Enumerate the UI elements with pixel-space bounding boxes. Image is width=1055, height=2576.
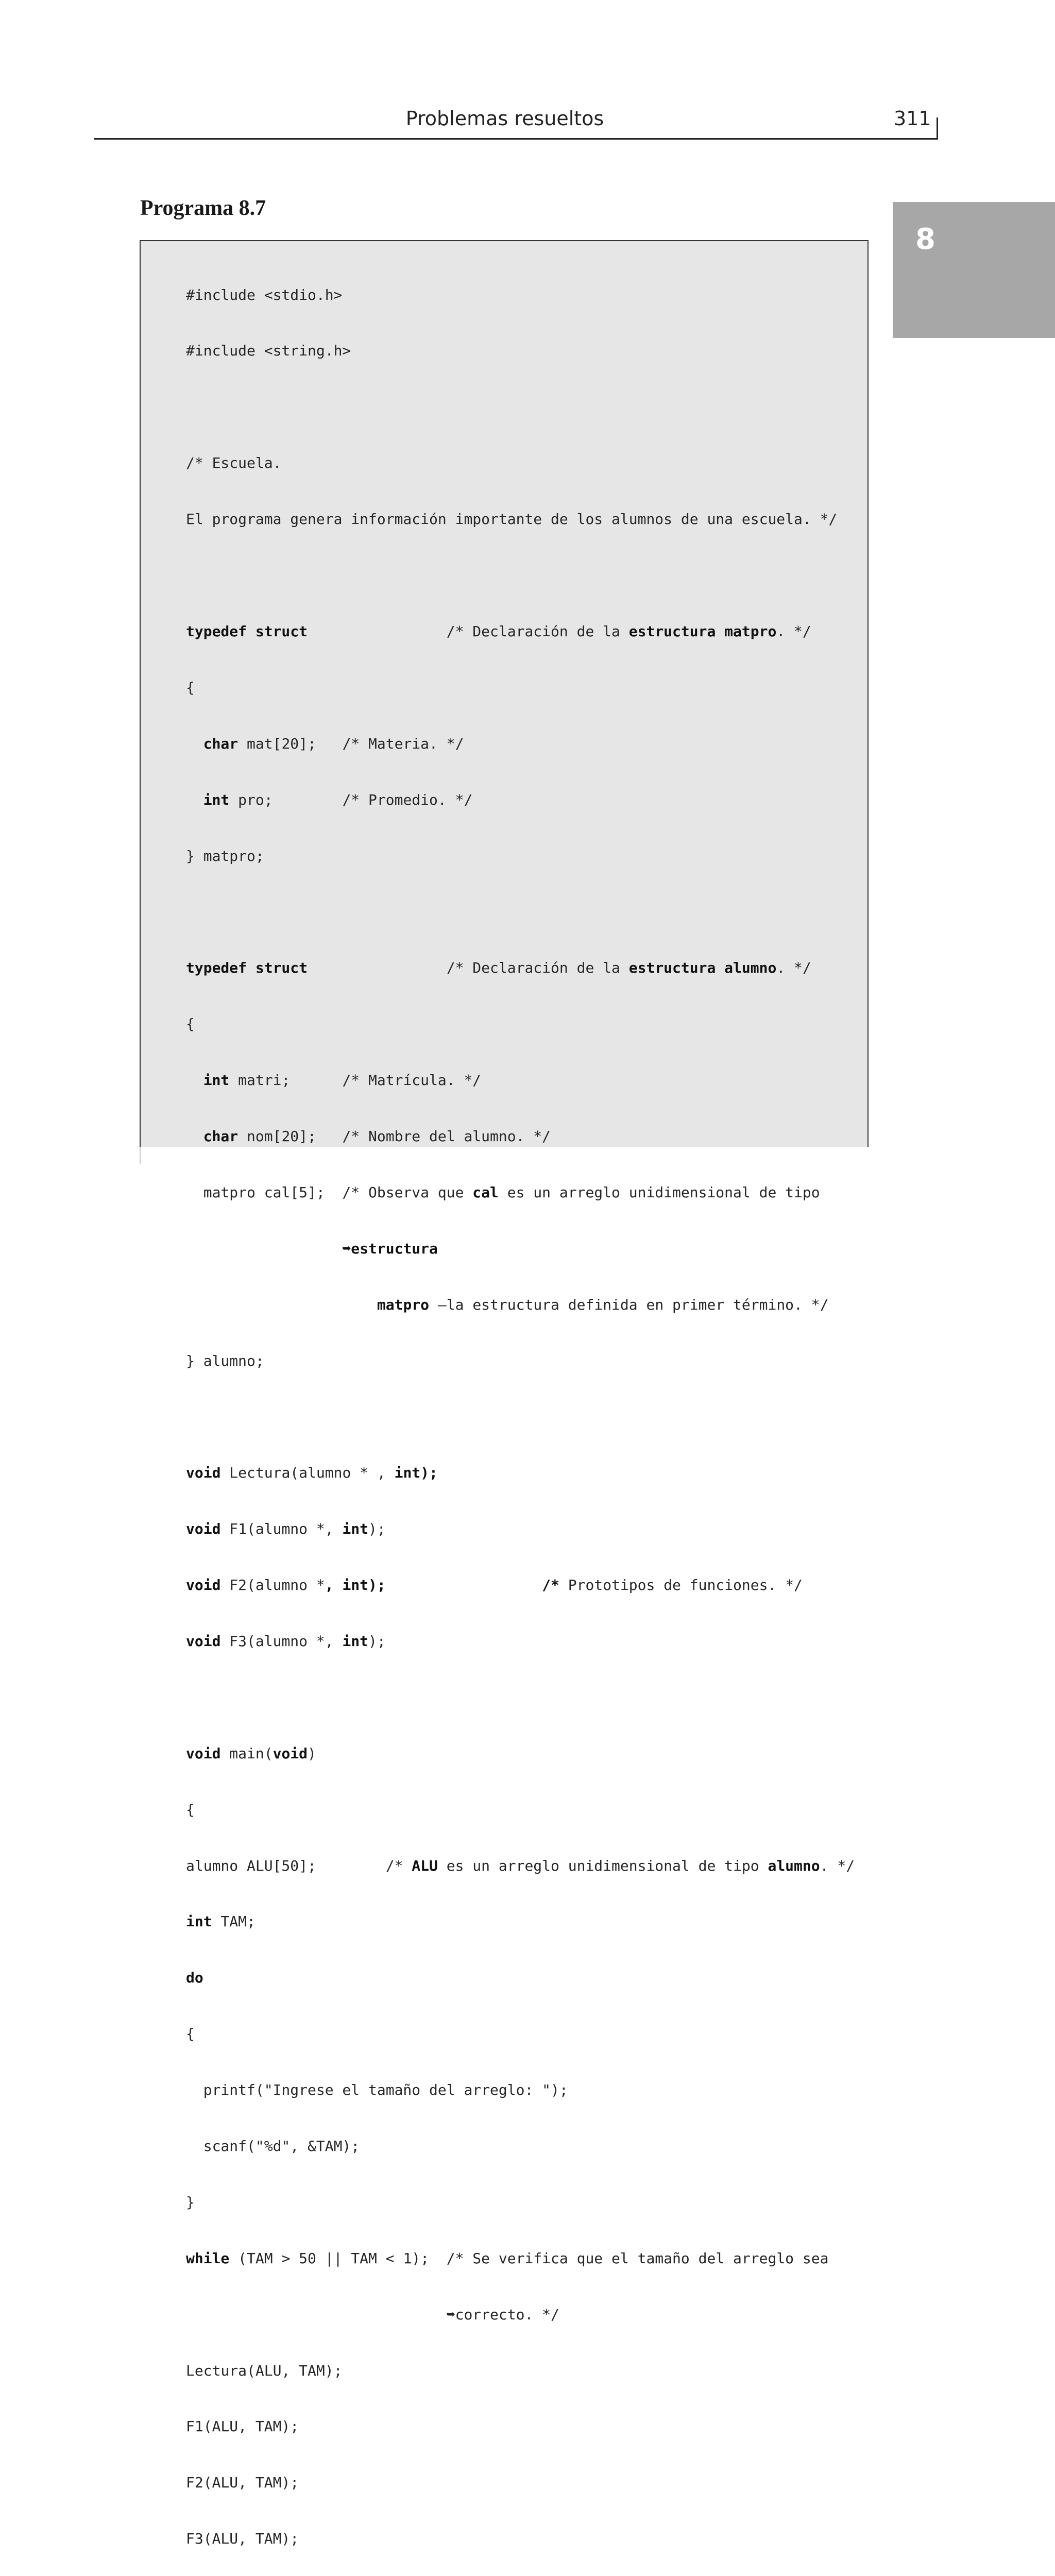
code-line: { [186, 1801, 195, 1818]
code-keyword: matpro [377, 1296, 430, 1313]
code-line [186, 1183, 881, 1202]
code-line: F3(ALU, TAM); [186, 2530, 299, 2548]
code-keyword: int); [394, 1464, 438, 1482]
code-line [186, 735, 881, 753]
code-line: } [186, 2193, 195, 2211]
code-text: F2(alumno * [220, 1577, 325, 1594]
page-number: 311 [894, 107, 931, 130]
code-line: #include <string.h> [186, 342, 351, 360]
code-text: main( [220, 1744, 273, 1762]
code-line [186, 1857, 881, 1875]
running-header-title: Problemas resueltos [405, 107, 604, 130]
code-keyword: estructura matpro [628, 622, 777, 640]
code-keyword: void [273, 1744, 308, 1762]
code-box-edge [140, 1147, 141, 1164]
code-keyword: cal [472, 1183, 499, 1201]
code-keyword: void [186, 1744, 221, 1762]
code-keyword: int [342, 1632, 369, 1650]
code-keyword: do [186, 1969, 203, 1987]
code-text: TAM; [212, 1913, 256, 1930]
code-keyword: int [342, 1520, 369, 1538]
code-keyword: ALU [412, 1857, 438, 1874]
code-keyword: typedef struct [186, 959, 308, 977]
code-keyword: int [203, 1072, 230, 1089]
code-text [386, 1577, 542, 1594]
code-keyword: , int); [325, 1577, 386, 1594]
code-line [186, 1127, 881, 1146]
code-line: scanf("%d", &TAM); [186, 2137, 360, 2155]
code-listing [186, 248, 881, 2576]
code-text: ) [308, 1744, 316, 1762]
code-text: ); [368, 1632, 386, 1650]
header-rule-tick [937, 117, 938, 139]
code-line [186, 2249, 881, 2268]
chapter-number: 8 [915, 223, 935, 256]
code-line [186, 1744, 881, 1763]
code-line: F2(ALU, TAM); [186, 2474, 299, 2492]
code-line: El programa genera información importante de los alumnos de una escuela. */ [186, 511, 838, 528]
code-keyword: void [186, 1464, 221, 1482]
code-text: . */ [820, 1857, 855, 1874]
code-text: pro; /* Promedio. */ [229, 791, 473, 808]
code-line-blank [186, 903, 881, 921]
code-line: /* Escuela. [186, 454, 282, 472]
code-line-blank [186, 1688, 881, 1707]
code-keyword: ➥estructura [342, 1240, 438, 1257]
code-line [186, 622, 881, 641]
code-line [186, 1632, 881, 1651]
code-keyword: char [203, 1127, 239, 1145]
code-text: nom[20]; /* Nombre del alumno. */ [238, 1127, 551, 1145]
code-text: mat[20]; /* Materia. */ [238, 735, 464, 752]
code-line [186, 1240, 881, 1258]
code-line: Lectura(ALU, TAM); [186, 2362, 343, 2379]
code-keyword: /* [542, 1577, 559, 1594]
code-text: matpro cal[5]; /* Observa que [186, 1183, 473, 1201]
code-line [186, 1296, 881, 1314]
code-line: } alumno; [186, 1352, 264, 1369]
code-keyword: char [203, 735, 239, 752]
code-line: { [186, 679, 195, 696]
code-keyword: typedef struct [186, 622, 308, 640]
code-line-blank [186, 566, 881, 585]
code-line-blank [186, 1408, 881, 1426]
code-line: { [186, 2025, 195, 2043]
code-text: (TAM > 50 || TAM < 1); /* Se verifica que el tamaño del arreglo sea [229, 2249, 829, 2267]
code-listing-box [140, 240, 869, 2548]
code-text: es un arreglo unidimensional de tipo [498, 1183, 820, 1201]
code-text: alumno ALU[50]; /* [186, 1857, 412, 1874]
code-text: matri; /* Matrícula. */ [229, 1072, 482, 1089]
code-keyword: alumno [768, 1857, 820, 1874]
code-text: . */ [776, 622, 811, 640]
code-line-blank [186, 398, 881, 416]
code-text: . */ [776, 959, 811, 977]
code-line: F1(ALU, TAM); [186, 2418, 299, 2435]
code-line [186, 959, 881, 977]
code-line: } matpro; [186, 847, 264, 865]
code-line [186, 791, 881, 809]
code-text: /* Declaración de la [308, 622, 629, 640]
code-line: { [186, 1015, 195, 1033]
code-text: Prototipos de funciones. */ [559, 1577, 803, 1594]
code-text: es un arreglo unidimensional de tipo [437, 1857, 768, 1874]
code-line: #include <stdio.h> [186, 286, 343, 303]
code-text: F1(alumno *, [220, 1520, 343, 1538]
code-line: ➥correcto. */ [186, 2306, 559, 2323]
code-line [186, 1520, 881, 1538]
code-line [186, 1071, 881, 1090]
header-rule [94, 138, 938, 140]
code-keyword: while [186, 2249, 230, 2267]
code-keyword: int [203, 791, 230, 808]
code-keyword: void [186, 1577, 221, 1594]
code-keyword: void [186, 1632, 221, 1650]
code-text: Lectura(alumno * , [220, 1464, 395, 1482]
code-line [186, 1464, 881, 1482]
code-text: ); [368, 1520, 386, 1538]
code-line [186, 1576, 881, 1595]
code-keyword: estructura alumno [628, 959, 777, 977]
code-line [186, 1969, 881, 1987]
program-title: Programa 8.7 [140, 196, 266, 220]
code-text: /* Declaración de la [308, 959, 629, 977]
code-line [186, 1912, 881, 1931]
chapter-tab [893, 202, 1055, 338]
code-text: F3(alumno *, [220, 1632, 343, 1650]
code-keyword: int [186, 1913, 212, 1930]
code-text: —la estructura definida en primer término. */ [429, 1296, 829, 1313]
code-keyword: void [186, 1520, 221, 1538]
code-line: printf("Ingrese el tamaño del arreglo: "); [186, 2081, 568, 2099]
